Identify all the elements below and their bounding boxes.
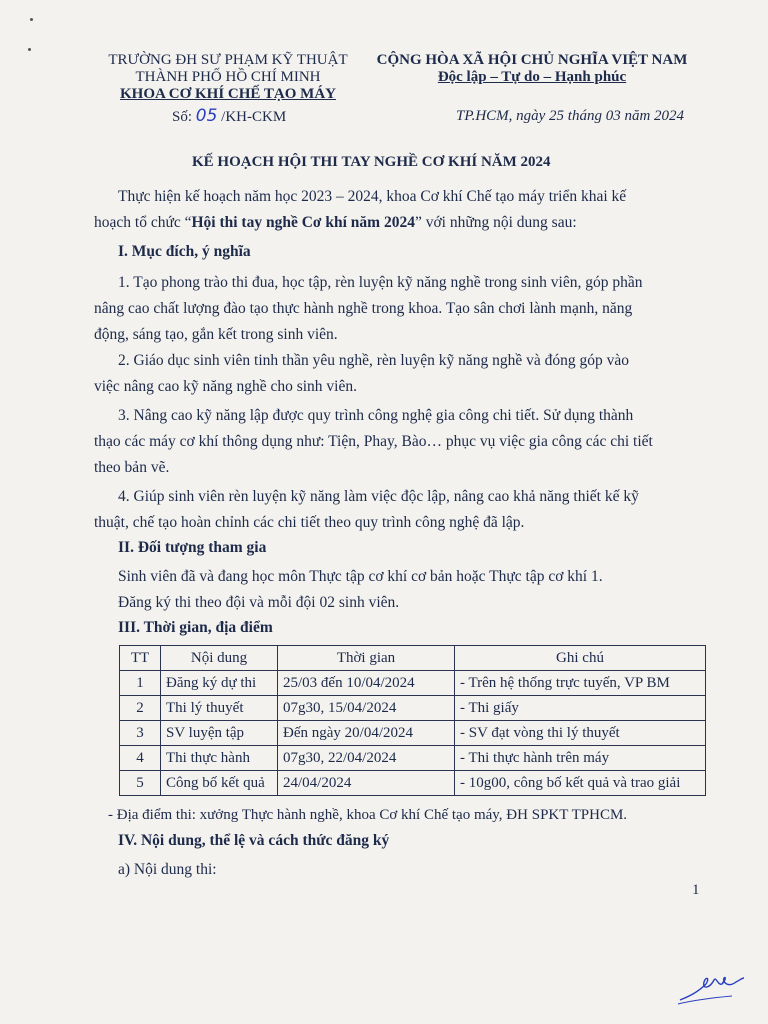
scan-speck bbox=[28, 48, 31, 51]
handwritten-number: 05 bbox=[195, 106, 218, 126]
item-3-line-2: thạo các máy cơ khí thông dụng như: Tiện, Phay, Bào… phục vụ việc gia công các chi tiết bbox=[94, 433, 653, 450]
item-2-line-1: 2. Giáo dục sinh viên tinh thần yêu nghề, rèn luyện kỹ năng nghề và đóng góp vào bbox=[118, 352, 629, 369]
table-row bbox=[120, 721, 706, 746]
table-cell: 4 bbox=[120, 746, 161, 771]
table-cell: Thi lý thuyết bbox=[161, 696, 278, 721]
nation-name: CỘNG HÒA XÃ HỘI CHỦ NGHĨA VIỆT NAM bbox=[376, 52, 688, 68]
table-row bbox=[120, 671, 706, 696]
table-cell: 25/03 đến 10/04/2024 bbox=[278, 671, 455, 696]
item-4-line-1: 4. Giúp sinh viên rèn luyện kỹ năng làm việc độc lập, nâng cao khả năng thiết kế kỹ bbox=[118, 488, 639, 505]
scan-speck bbox=[30, 18, 33, 21]
section-4-sub-a: a) Nội dung thi: bbox=[118, 861, 217, 878]
table-cell: SV luyện tập bbox=[161, 721, 278, 746]
city-name: THÀNH PHỐ HỒ CHÍ MINH bbox=[135, 69, 321, 85]
document-title: KẾ HOẠCH HỘI THI TAY NGHỀ CƠ KHÍ NĂM 2024 bbox=[192, 154, 551, 170]
section-1-heading: I. Mục đích, ý nghĩa bbox=[118, 243, 251, 260]
item-3-line-1: 3. Nâng cao kỹ năng lập được quy trình công nghệ gia công chi tiết. Sử dụng thành bbox=[118, 407, 634, 424]
motto: Độc lập – Tự do – Hạnh phúc bbox=[437, 69, 627, 85]
page-number: 1 bbox=[692, 882, 700, 898]
table-cell: Công bố kết quả bbox=[161, 771, 278, 796]
table-cell: Đăng ký dự thi bbox=[161, 671, 278, 696]
section-3-heading: III. Thời gian, địa điểm bbox=[118, 619, 273, 636]
item-4-line-2: thuật, chế tạo hoàn chỉnh các chi tiết theo quy trình công nghệ đã lập. bbox=[94, 514, 525, 531]
table-cell: - Trên hệ thống trực tuyến, VP BM bbox=[455, 671, 706, 696]
header-left bbox=[92, 52, 364, 103]
table-cell: 3 bbox=[120, 721, 161, 746]
table-cell: - 10g00, công bố kết quả và trao giải bbox=[455, 771, 706, 796]
table-row bbox=[120, 696, 706, 721]
table-row bbox=[120, 746, 706, 771]
signature-icon bbox=[676, 966, 746, 1006]
table-cell: - Thi giấy bbox=[455, 696, 706, 721]
table-cell: - SV đạt vòng thi lý thuyết bbox=[455, 721, 706, 746]
table-header-cell: TT bbox=[120, 646, 161, 671]
table-header-cell: Ghi chú bbox=[455, 646, 706, 671]
table-header-cell: Thời gian bbox=[278, 646, 455, 671]
school-name: TRƯỜNG ĐH SƯ PHẠM KỸ THUẬT bbox=[108, 52, 348, 68]
header-right bbox=[362, 52, 702, 86]
intro-line-1: Thực hiện kế hoạch năm học 2023 – 2024, khoa Cơ khí Chế tạo máy triển khai kế bbox=[118, 188, 627, 205]
faculty-name: KHOA CƠ KHÍ CHẾ TẠO MÁY bbox=[120, 86, 336, 102]
section-2-line-2: Đăng ký thi theo đội và mỗi đội 02 sinh viên. bbox=[118, 594, 400, 611]
table-cell: - Thi thực hành trên máy bbox=[455, 746, 706, 771]
table-cell: Đến ngày 20/04/2024 bbox=[278, 721, 455, 746]
section-4-heading: IV. Nội dung, thể lệ và cách thức đăng ký bbox=[118, 832, 390, 849]
intro-line-2: hoạch tổ chức “Hội thi tay nghề Cơ khí năm 2024” với những nội dung sau: bbox=[94, 214, 577, 231]
section-2-line-1: Sinh viên đã và đang học môn Thực tập cơ khí cơ bản hoặc Thực tập cơ khí 1. bbox=[118, 568, 603, 585]
location-line: - Địa điểm thi: xưởng Thực hành nghề, khoa Cơ khí Chế tạo máy, ĐH SPKT TPHCM. bbox=[108, 807, 628, 823]
table-row bbox=[120, 771, 706, 796]
document-date: TP.HCM, ngày 25 tháng 03 năm 2024 bbox=[456, 108, 685, 124]
table-cell: 07g30, 15/04/2024 bbox=[278, 696, 455, 721]
section-2-heading: II. Đối tượng tham gia bbox=[118, 539, 267, 556]
table-cell: 24/04/2024 bbox=[278, 771, 455, 796]
item-1-line-3: động, sáng tạo, gắn kết trong sinh viên. bbox=[94, 326, 338, 343]
item-3-line-3: theo bản vẽ. bbox=[94, 459, 170, 476]
schedule-table bbox=[119, 645, 706, 796]
item-2-line-2: việc nâng cao kỹ năng nghề cho sinh viên. bbox=[94, 378, 357, 395]
table-header-cell: Nội dung bbox=[161, 646, 278, 671]
table-cell: 07g30, 22/04/2024 bbox=[278, 746, 455, 771]
document-number: Số: 05 /KH-CKM bbox=[172, 106, 287, 126]
item-1-line-2: nâng cao chất lượng đào tạo thực hành nghề trong khoa. Tạo sân chơi lành mạnh, năng bbox=[94, 300, 633, 317]
table-cell: 2 bbox=[120, 696, 161, 721]
table-cell: 5 bbox=[120, 771, 161, 796]
table-header-row bbox=[120, 646, 706, 671]
item-1-line-1: 1. Tạo phong trào thi đua, học tập, rèn luyện kỹ năng nghề trong sinh viên, góp phần bbox=[118, 274, 643, 291]
table-cell: Thi thực hành bbox=[161, 746, 278, 771]
table-cell: 1 bbox=[120, 671, 161, 696]
